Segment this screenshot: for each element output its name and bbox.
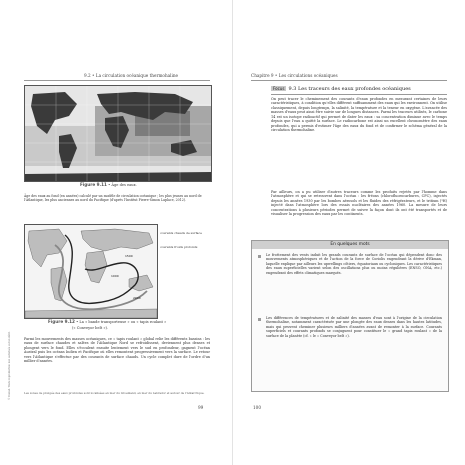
section-heading bbox=[271, 86, 411, 92]
map-legend-cold: courants froids profonds bbox=[160, 245, 198, 249]
right-page bbox=[233, 0, 465, 465]
figure-description-age: Âge des eaux au fond (en années) calculé par un modèle de circulation océanique ; les plus jeunes au nord de l'Atlantique, les plus anciennes au nord du Pacifique (d'après l'Institut Pierre-Simon Laplace, 2012). bbox=[24, 194, 202, 202]
section-title: 9.3 Les traceurs des eaux profondes océaniques bbox=[288, 86, 411, 92]
figure-caption-age bbox=[80, 183, 200, 188]
figure-number-conveyor: Figure 9.12 bbox=[48, 319, 75, 324]
figure-subtitle-conveyor: (« Conveyor belt »). bbox=[72, 326, 109, 330]
left-footnote: Les zones de plongée des eaux profondes sont localisées en mer du Groenland, en mer du Labrador et autour de l'Antarctique. bbox=[24, 391, 205, 395]
conveyor-label-1500: 1500 bbox=[125, 254, 133, 258]
water-age-map-graphic bbox=[25, 86, 211, 181]
bullet-marker-2 bbox=[258, 318, 261, 321]
left-page bbox=[0, 0, 232, 465]
summary-item-1: Le frottement des vents induit les grands courants de surface de l'océan qui dépendent donc des mouvements atmosphériques et de l'action de la force de Coriolis engendrant la dérive d'Ekman, laquelle explique par ailleurs les upwellings côtiers, équatoriaux ou cycloniques. Les caractéristiques des eaux superficielles varient selon des oscillations plus ou moins régulières (ENSO, ONA, etc.) engendrant des effets climatiques marqués. bbox=[266, 253, 442, 275]
section-rule bbox=[271, 94, 447, 95]
right-paragraph-2: Par ailleurs, on a pu utiliser d'autres traceurs comme les produits rejetés par l'homme dans l'atmosphère et qui se retrouvent dans l'océan : les fréons (chlorofluorocarbures, CFC), injectés depuis les années 1930 par les bombes aérosols et les fluides des réfrigérateurs, et le tritium (³H) injecté dans l'atmosphère lors des essais nucléaires des années 1960. La mesure de leurs concentrations à plusieurs périodes permet de suivre la façon dont ils ont été transportés et de visualiser la progression des eaux par les continents. bbox=[271, 190, 447, 217]
left-body-paragraph: Parmi les mouvements des masses océaniques, ce « tapis roulant » global relie les différents bassins : les eaux de surface chaudes et salées de l'Atlantique Nord se refroidissent, deviennent plus denses et plongent vers le fond. Elles s'écoulent ensuite lentement vers le sud en profondeur, gagnent l'océan Austral puis les océans Indien et Pacifique où elles remontent progressivement vers la surface. Le retour vers l'Atlantique s'effectue par des courants de surface chauds. Un cycle complet dure de l'ordre d'un millier d'années. bbox=[24, 337, 210, 364]
page-number-left: 99 bbox=[198, 405, 204, 410]
map-legend-warm: courants chauds de surface bbox=[160, 231, 202, 235]
conveyor-belt-graphic bbox=[25, 225, 157, 318]
right-paragraph-1: On peut tracer le cheminement des courants d'eaux profondes en mesurant certaines de leurs caractéristiques, à condition qu'elles diffèrent suffisamment des eaux qui les environnent. On utilise classiquement, depuis longtemps, la salinité, la température et la teneur en oxygène. L'avancée des masses d'eaux peut ainsi être suivie sur de longues distances. Parmi les traceurs utilisés, le carbone 14 est un isotope radioactif qui permet de dater les eaux : sa concentration diminue avec le temps depuis que l'eau a quitté la surface. Le radiocarbone est ainsi un excellent chronomètre des eaux profondes, qui a permis d'estimer l'âge des eaux du fond et de confirmer le schéma général de la circulation thermohaline. bbox=[271, 97, 447, 133]
header-rule-right bbox=[251, 80, 447, 81]
page-number-right: 100 bbox=[253, 405, 261, 410]
water-age-map bbox=[24, 85, 212, 182]
running-head-left: 9.2 • La circulation océanique thermohaline bbox=[84, 73, 178, 78]
conveyor-belt-map bbox=[24, 224, 158, 319]
figure-title-age: • Âge des eaux. bbox=[108, 183, 137, 187]
conveyor-label-1000: 1000 bbox=[111, 274, 119, 278]
focus-badge: Focus bbox=[273, 86, 285, 91]
figure-title-conveyor: • La « bande transporteuse » ou « tapis roulant » bbox=[76, 320, 167, 324]
header-rule-left bbox=[24, 80, 210, 81]
copyright-side-note: © Dunod. Toute reproduction non autorisée est un délit. bbox=[8, 331, 11, 400]
running-head-right: Chapitre 9 • Les circulations océaniques bbox=[251, 73, 338, 78]
figure-number-age: Figure 9.11 bbox=[80, 182, 107, 187]
summary-item-2: Les différences de températures et de salinité des masses d'eau sont à l'origine de la circulation thermohaline, notamment caractérisée par une plongée des eaux denses dans les hautes latitudes, mais qui peuvent cheminer plusieurs milliers d'années avant de remonter à la surface. Courants superficiels et courants profonds se conjuguent pour constituer le « grand tapis roulant » de la surface de la planète (cf. « le « Conveyor belt »). bbox=[266, 316, 442, 338]
summary-box bbox=[251, 240, 449, 392]
conveyor-label-2000: 2000 bbox=[133, 296, 141, 300]
figure-caption-conveyor bbox=[48, 320, 208, 325]
summary-box-title: En quelques mots bbox=[252, 241, 448, 249]
bullet-marker-1 bbox=[258, 255, 261, 258]
